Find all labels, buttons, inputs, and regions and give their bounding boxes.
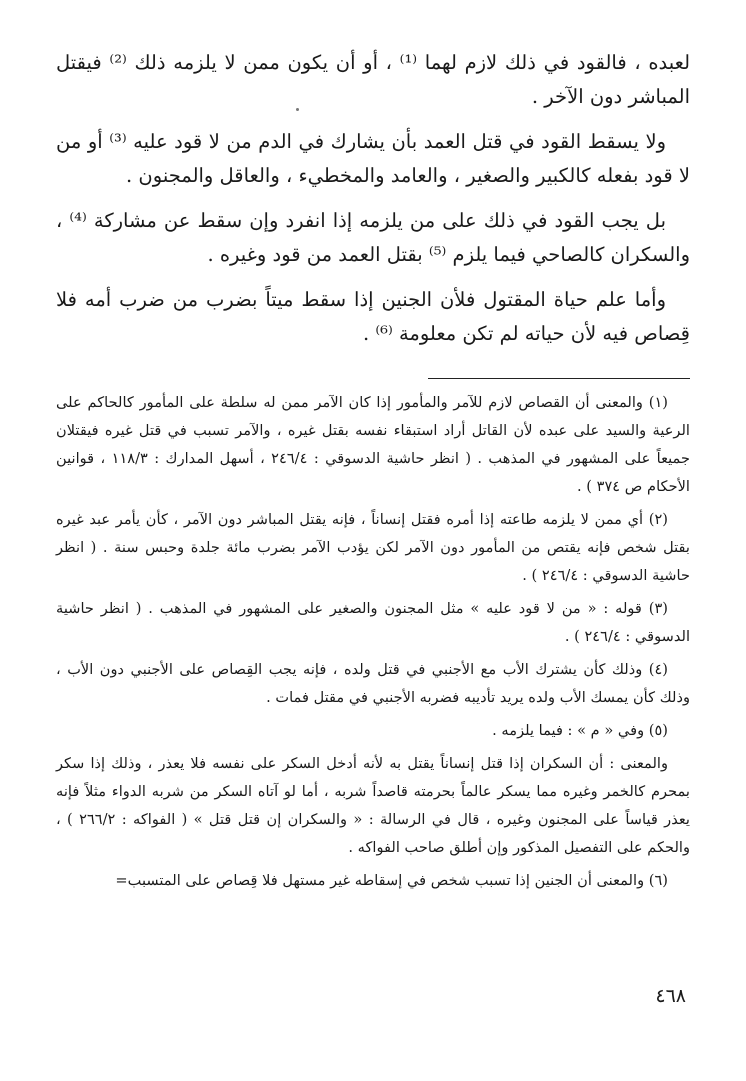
main-paragraph-2: ولا يسقط القود في قتل العمد بأن يشارك في الدم من لا قود عليه ⁽³⁾ أو من لا قود بفعله كالكبير والصغير ، والعامد والمخطيء ، والعاقل والمجنون . xyxy=(56,130,690,187)
main-paragraph-4: وأما علم حياة المقتول فلأن الجنين إذا سقط ميتاً بضرب من ضرب أمه فلا قِصاص فيه لأن حياته لم تكن معلومة ⁽⁶⁾ . xyxy=(56,288,690,345)
footnote-3: (٣) قوله : « من لا قود عليه » مثل المجنون والصغير على المشهور في المذهب . ( انظر حاشية الدسوقي : ٢٤٦/٤ ) . xyxy=(56,600,690,645)
main-paragraph-1: لعبده ، فالقود في ذلك لازم لهما ⁽¹⁾ ، أو أن يكون ممن لا يلزمه ذلك ⁽²⁾ فيقتل المباشر دون الآخر . xyxy=(56,51,691,108)
footnote-separator xyxy=(428,378,690,379)
page-number: ٤٦٨ xyxy=(655,985,686,1007)
footnotes xyxy=(56,389,690,900)
footnote-5-explanation: والمعنى : أن السكران إذا قتل إنساناً يقتل به لأنه أدخل السكر على نفسه فلا يعذر ، وذلك إذا سكر بمحرم كالخمر وغيره مما يسكر عالماً بحرمته قاصداً شربه ، أما لو آتاه السكر من شربه الدواء مثلاً فإنه يعذر قياساً على المجنون وغيره ، قال في الرسالة : « والسكران إن قتل قتل » ( الفواكه : ٢٦٦/٢ ) ، والحكم على التفصيل المذكور وإن أطلق صاحب الفواكه . xyxy=(56,755,690,856)
footnote-4: (٤) وذلك كأن يشترك الأب مع الأجنبي في قتل ولده ، فإنه يجب القِصاص على الأجنبي دون الأب ، وذلك كأن يمسك الأب ولده يريد تأديبه فضربه الأجنبي في مقتل فمات . xyxy=(56,661,690,706)
footnote-1: (١) والمعنى أن القصاص لازم للآمر والمأمور إذا كان الآمر ممن له سلطة على المأمور كالحاكم على الرعية والسيد على عبده لأن القاتل أراد استبقاء نفسه بقتل غيره ، والآمر تسبب في قتل غيره فيقتلان جميعاً على المشهور في المذهب . ( انظر حاشية الدسوقي : ٢٤٦/٤ ، أسهل المدارك : ١١٨/٣ ، قوانين الأحكام ص ٣٧٤ ) . xyxy=(56,394,690,495)
footnote-5: (٥) وفي « م » : فيما يلزمه . xyxy=(492,722,668,739)
main-text xyxy=(56,46,690,362)
main-paragraph-3: بل يجب القود في ذلك على من يلزمه إذا انفرد وإن سقط عن مشاركة ⁽⁴⁾ ، والسكران كالصاحي فيما يلزم ⁽⁵⁾ بقتل العمد من قود وغيره . xyxy=(56,209,690,266)
footnote-2: (٢) أي ممن لا يلزمه طاعته إذا أمره فقتل إنساناً ، فإنه يقتل المباشر دون الآمر ، كأن يأمر عبد غيره بقتل شخص فإنه يقتص من المأمور دون الآمر لكن يؤدب الآمر بضرب مائة جلدة وحبس سنة . ( انظر حاشية الدسوقي : ٢٤٦/٤ ) . xyxy=(56,511,690,584)
footnote-6: (٦) والمعنى أن الجنين إذا تسبب شخص في إسقاطه غير مستهل فلا قِصاص على المتسبب= xyxy=(115,872,668,889)
